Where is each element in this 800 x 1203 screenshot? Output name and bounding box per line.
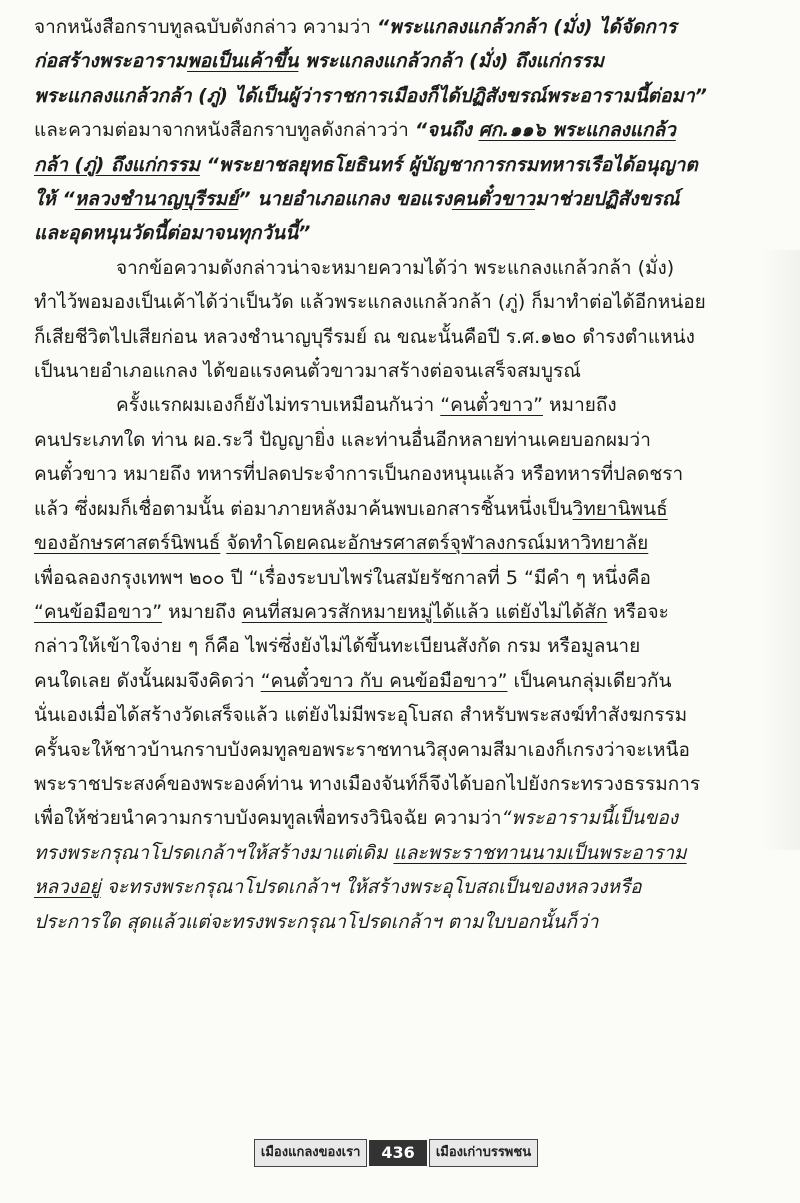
text-segment: วิทยานิพนธ์ xyxy=(572,497,668,520)
text-line xyxy=(34,561,756,595)
text-segment: หมายถึง xyxy=(162,600,242,623)
text-segment: คนตั๋วขาว xyxy=(451,188,535,211)
text-segment: “จนถึง xyxy=(414,119,479,142)
text-line xyxy=(34,836,756,870)
text-segment: มาช่วยปฏิสังขรณ์ xyxy=(534,188,680,211)
text-segment: ศก.๑๑๖ พระแกลงแกล้ว xyxy=(478,119,676,142)
text-segment: “พระยาชลยุทธโยธินทร์ ผู้บัญชาการกรมทหารเรือได้อนุญาต xyxy=(199,153,698,176)
text-segment: ก็เสียชีวิตไปเสียก่อน หลวงชำนาญบุรีรมย์ ณ ขณะนั้นคือปี ร.ศ.๑๒๐ ดำรงตำแหน่ง xyxy=(34,325,695,348)
footer-book-title: เมืองแกลงของเรา xyxy=(254,1139,368,1167)
text-segment: ทรงพระกรุณาโปรดเกล้าฯให้สร้างมาแต่เดิม xyxy=(34,841,388,864)
text-line xyxy=(34,354,756,388)
text-segment: พอเป็นเค้าขึ้น xyxy=(187,50,299,73)
text-line xyxy=(34,905,756,939)
text-segment: และพระราชทานนามเป็นพระอาราม xyxy=(393,841,687,864)
text-line xyxy=(34,801,756,835)
text-line xyxy=(34,457,756,491)
text-segment: พระราชประสงค์ของพระองค์ท่าน ทางเมืองจันท์ก็จึงได้บอกไปยังกระทรวงธรรมการ xyxy=(34,772,701,795)
text-segment: ครั้นจะให้ชาวบ้านกราบบังคมทูลขอพระราชทานวิสุงคามสีมาเองก็เกรงว่าจะเหนือ xyxy=(34,738,690,761)
text-line xyxy=(34,526,756,560)
text-segment: “พระอารามนี้เป็นของ xyxy=(501,807,679,830)
text-segment: กล่าวให้เข้าใจง่าย ๆ ก็คือ ไพร่ซึ่งยังไม่ได้ขึ้นทะเบียนสังกัด กรม หรือมูลนาย xyxy=(34,635,641,658)
footer-section-title: เมืองเก่าบรรพชน xyxy=(429,1139,538,1167)
text-segment: แล้ว ซึ่งผมก็เชื่อตามนั้น ต่อมาภายหลังมาค้นพบเอกสารชิ้นหนึ่งเป็น xyxy=(34,497,573,520)
text-line xyxy=(34,216,756,250)
text-segment: หลวงชำนาญบุรีรมย์ xyxy=(74,188,239,211)
text-line xyxy=(34,251,756,285)
text-segment: คนใดเลย ดังนั้นผมจึงคิดว่า xyxy=(34,669,261,692)
text-segment: หมายถึง xyxy=(542,394,617,417)
text-segment: “พระแกลงแกล้วกล้า (มั่ง) ได้จัดการ xyxy=(376,16,677,38)
text-line xyxy=(34,182,756,216)
text-segment: จากข้อความดังกล่าวน่าจะหมายความได้ว่า พระแกลงแกล้วกล้า (มั่ง) xyxy=(116,256,675,279)
text-segment: คนที่สมควรสักหมายหมู่ได้แล้ว แต่ยังไม่ได้สัก xyxy=(241,600,608,623)
text-segment: ทำไว้พอมองเป็นเค้าได้ว่าเป็นวัด แล้วพระแกลงแกล้วกล้า (ภู่) ก็มาทำต่อได้อีกหน่อย xyxy=(34,291,706,314)
text-line xyxy=(34,423,756,457)
page-footer xyxy=(226,1139,566,1167)
text-segment: “คนข้อมือขาว” xyxy=(34,600,163,623)
text-line xyxy=(34,664,756,698)
text-segment: ก่อสร้างพระอาราม xyxy=(34,50,188,73)
text-line xyxy=(34,388,756,422)
text-line xyxy=(34,767,756,801)
text-segment: คนตั๋วขาว หมายถึง ทหารที่ปลดประจำการเป็นกองหนุนแล้ว หรือทหารที่ปลดชรา xyxy=(34,463,684,486)
text-segment: ให้ “ xyxy=(34,188,75,211)
text-segment: คนประเภทใด ท่าน ผอ.ระวี ปัญญายิ่ง และท่านอื่นอีกหลายท่านเคยบอกผมว่า xyxy=(34,428,651,451)
text-line xyxy=(34,733,756,767)
text-segment: ประการใด สุดแล้วแต่จะทรงพระกรุณาโปรดเกล้าฯ ตามใบบอกนั้นก็ว่า xyxy=(34,910,599,933)
text-segment: และความต่อมาจากหนังสือกราบทูลดังกล่าวว่า xyxy=(34,119,415,142)
text-segment: หรือจะ xyxy=(607,600,669,623)
text-line xyxy=(34,492,756,526)
text-line xyxy=(34,870,756,904)
text-segment: เป็นคนกลุ่มเดียวกัน xyxy=(507,669,672,692)
text-segment: เพื่อให้ช่วยนำความกราบบังคมทูลเพื่อทรงวินิจฉัย ความว่า xyxy=(34,807,502,830)
text-line xyxy=(34,698,756,732)
text-segment: ครั้งแรกผมเองก็ยังไม่ทราบเหมือนกันว่า xyxy=(116,394,441,417)
text-segment: เป็นนายอำเภอแกลง ได้ขอแรงคนตั๋วขาวมาสร้างต่อจนเสร็จสมบูรณ์ xyxy=(34,360,581,383)
text-line xyxy=(34,44,756,78)
text-segment: เพื่อฉลองกรุงเทพฯ ๒๐๐ ปี “เรื่องระบบไพร่ในสมัยรัชกาลที่ 5 “มีคำ ๆ หนึ่งคือ xyxy=(34,566,651,589)
text-line xyxy=(34,595,756,629)
text-segment: หลวงอยู่ xyxy=(34,876,101,899)
text-segment: จากหนังสือกราบทูลฉบับดังกล่าว ความว่า xyxy=(34,16,377,38)
text-line xyxy=(34,79,756,113)
body-text xyxy=(34,10,756,939)
text-line xyxy=(34,629,756,663)
text-segment: “คนตั๋วขาว” xyxy=(440,394,543,417)
text-segment: กล้า (ภู่) ถึงแก่กรรม xyxy=(34,153,200,176)
text-segment: ของอักษรศาสตร์นิพนธ์ xyxy=(34,532,221,555)
text-line xyxy=(34,113,756,147)
text-line xyxy=(34,320,756,354)
text-segment: นั่นเองเมื่อได้สร้างวัดเสร็จแล้ว แต่ยังไม่มีพระอุโบสถ สำหรับพระสงฆ์ทำสังฆกรรม xyxy=(34,704,688,727)
text-segment: และอุดหนุนวัดนี้ต่อมาจนทุกวันนี้” xyxy=(34,222,311,245)
text-segment: จะทรงพระกรุณาโปรดเกล้าฯ ให้สร้างพระอุโบสถเป็นของหลวงหรือ xyxy=(100,876,642,899)
text-segment: “คนตั๋วขาว กับ คนข้อมือขาว” xyxy=(260,669,508,692)
page-number: 436 xyxy=(369,1140,426,1166)
text-segment: พระแกลงแกล้วกล้า (มั่ง) ถึงแก่กรรม xyxy=(298,50,604,73)
text-segment: ” นายอำเภอแกลง ขอแรง xyxy=(238,188,452,211)
text-line xyxy=(34,285,756,319)
text-line xyxy=(34,10,756,44)
text-segment: พระแกลงแกล้วกล้า (ภู่) ได้เป็นผู้ว่าราชการเมืองก็ได้ปฏิสังขรณ์พระอารามนี้ต่อมา” xyxy=(34,84,707,107)
page-shadow xyxy=(760,250,800,850)
text-line xyxy=(34,148,756,182)
text-segment: จัดทำโดยคณะอักษรศาสตร์จุฬาลงกรณ์มหาวิทยาลัย xyxy=(226,532,649,555)
